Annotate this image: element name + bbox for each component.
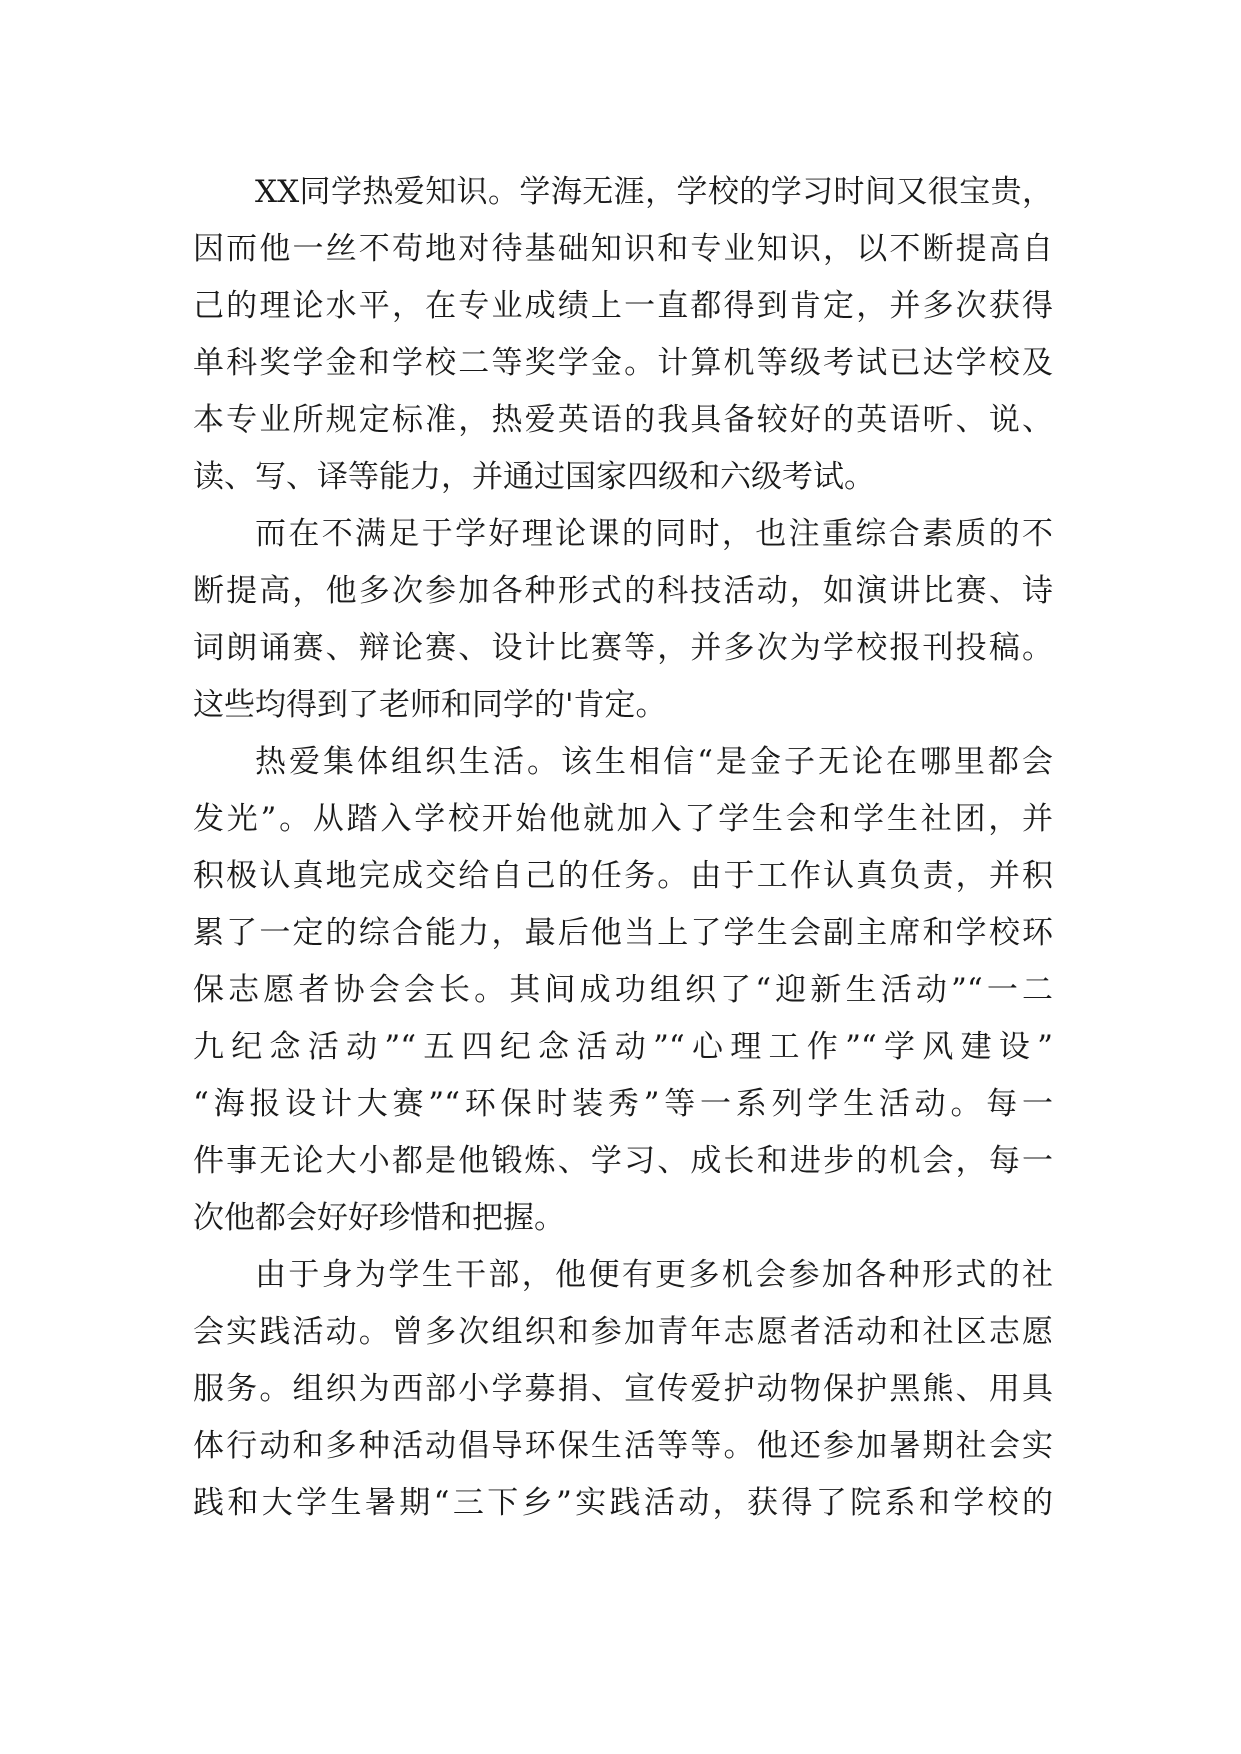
text-line: 词朗诵赛、辩论赛、设计比赛等，并多次为学校报刊投稿。 [193,630,1053,666]
text-line: 服务。组织为西部小学募捐、宣传爱护动物保护黑熊、用具 [193,1371,1053,1407]
text-line: 九纪念活动”“五四纪念活动”“心理工作”“学风建设” [193,1029,1053,1065]
document-body [193,164,1053,1532]
text-line: 发光”。从踏入学校开始他就加入了学生会和学生社团，并 [193,801,1053,837]
text-line: 件事无论大小都是他锻炼、学习、成长和进步的机会，每一 [193,1143,1053,1179]
text-line: XX同学热爱知识。学海无涯，学校的学习时间又很宝贵， [255,174,1053,210]
text-line: 次他都会好好珍惜和把握。 [193,1200,565,1236]
text-line: “海报设计大赛”“环保时装秀”等一系列学生活动。每一 [193,1086,1053,1122]
text-line: 保志愿者协会会长。其间成功组织了“迎新生活动”“一二 [193,972,1053,1008]
text-line: 热爱集体组织生活。该生相信“是金子无论在哪里都会 [255,744,1053,780]
text-line: 践和大学生暑期“三下乡”实践活动，获得了院系和学校的 [193,1485,1053,1521]
text-line: 累了一定的综合能力，最后他当上了学生会副主席和学校环 [193,915,1053,951]
text-line: 会实践活动。曾多次组织和参加青年志愿者活动和社区志愿 [193,1314,1053,1350]
text-line: 因而他一丝不苟地对待基础知识和专业知识，以不断提高自 [193,231,1053,267]
text-line: 读、写、译等能力，并通过国家四级和六级考试。 [193,459,875,495]
text-line: 由于身为学生干部，他便有更多机会参加各种形式的社 [255,1257,1053,1293]
text-line: 断提高，他多次参加各种形式的科技活动，如演讲比赛、诗 [193,573,1053,609]
text-line: 单科奖学金和学校二等奖学金。计算机等级考试已达学校及 [193,345,1053,381]
paragraph [193,506,1053,734]
text-line: 而在不满足于学好理论课的同时，也注重综合素质的不 [255,516,1053,552]
paragraph [193,1247,1053,1532]
text-line: 本专业所规定标准，热爱英语的我具备较好的英语听、说、 [193,402,1053,438]
text-line: 积极认真地完成交给自己的任务。由于工作认真负责，并积 [193,858,1053,894]
paragraph [193,164,1053,506]
paragraph [193,734,1053,1247]
text-line: 己的理论水平，在专业成绩上一直都得到肯定，并多次获得 [193,288,1053,324]
text-line: 这些均得到了老师和同学的'肯定。 [193,687,667,723]
text-line: 体行动和多种活动倡导环保生活等等。他还参加暑期社会实 [193,1428,1053,1464]
